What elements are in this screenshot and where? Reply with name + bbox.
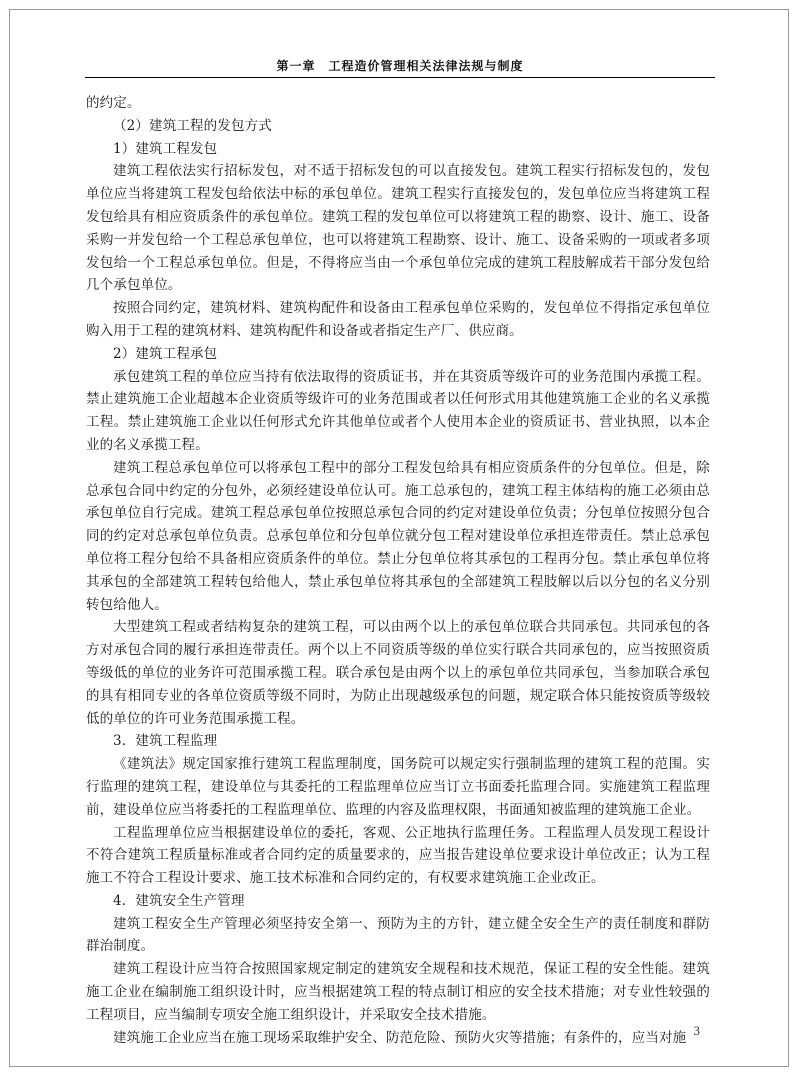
paragraph: 建筑工程安全生产管理必须坚持安全第一、预防为主的方针，建立健全安全生产的责任制度和群防群治制度。 — [86, 915, 710, 955]
paragraph: 工程监理单位应当根据建设单位的委托，客观、公正地执行监理任务。工程监理人员发现工程设计不符合建筑工程质量标准或者合同约定的质量要求的，应当报告建设单位要求设计单位改正；认为工程施工不符合工程设计要求、施工技术标准和合同约定的，有权要求建筑施工企业改正。 — [86, 824, 710, 887]
subheading-contract-award: 1）建筑工程发包 — [113, 140, 218, 157]
section-heading-safety: 4．建筑安全生产管理 — [113, 892, 245, 909]
paragraph: 建筑工程总承包单位可以将承包工程中的部分工程发包给具有相应资质条件的分包单位。但是，除总承包合同中约定的分包外，必须经建设单位认可。施工总承包的，建筑工程主体结构的施工必须由总承包单位自行完成。建筑工程总承包单位按照总承包合同的约定对建设单位负责；分包单位按照分包合同的约定对总承包单位负责。总承包单位和分包单位就分包工程对建设单位承担连带责任。禁止总承包单位将工程分包给不具备相应资质条件的单位。禁止分包单位将其承包的工程再分包。禁止承包单位将其承包的全部建筑工程转包给他人，禁止承包单位将其承包的全部建筑工程肢解以后以分包的名义分别转包给他人。 — [86, 459, 710, 613]
paragraph: 建筑施工企业应当在施工现场采取维护安全、防范危险、预防火灾等措施；有条件的，应当对施 — [113, 1029, 687, 1046]
section-heading-contracting-methods: （2）建筑工程的发包方式 — [113, 117, 272, 134]
running-header: 第一章 工程造价管理相关法律法规与制度 — [85, 55, 715, 78]
paragraph: 建筑工程依法实行招标发包，对不适于招标发包的可以直接发包。建筑工程实行招标发包的，发包单位应当将建筑工程发包给依法中标的承包单位。建筑工程实行直接发包的，发包单位应当将建筑工程发包给具有相应资质条件的承包单位。建筑工程的发包单位可以将建筑工程的勘察、设计、施工、设备采购一并发包给一个工程总承包单位，也可以将建筑工程勘察、设计、施工、设备采购的一项或者多项发包给一个工程总承包单位。但是，不得将应当由一个承包单位完成的建筑工程肢解成若干部分发包给几个承包单位。 — [86, 163, 710, 294]
section-heading-supervision: 3．建筑工程监理 — [113, 733, 218, 750]
paragraph-continuation: 的约定。 — [86, 95, 141, 111]
body-text — [86, 92, 710, 1049]
subheading-contracting: 2）建筑工程承包 — [113, 345, 218, 362]
paragraph: 建筑工程设计应当符合按照国家规定制定的建筑安全规程和技术规范，保证工程的安全性能。建筑施工企业在编制施工组织设计时，应当根据建筑工程的特点制订相应的安全技术措施；对专业性较强的工程项目，应当编制专项安全施工组织设计，并采取安全技术措施。 — [86, 961, 710, 1023]
page-number: 3 — [693, 1023, 700, 1038]
paragraph: 按照合同约定，建筑材料、建筑构配件和设备由工程承包单位采购的，发包单位不得指定承包单位购入用于工程的建筑材料、建筑构配件和设备或者指定生产厂、供应商。 — [86, 300, 710, 339]
paragraph: 大型建筑工程或者结构复杂的建筑工程，可以由两个以上的承包单位联合共同承包。共同承包的各方对承包合同的履行承担连带责任。两个以上不同资质等级的单位实行联合共同承包的，应当按照资质等级低的单位的业务许可范围承揽工程。联合承包是由两个以上的承包单位共同承包，当参加联合承包的具有相同专业的各单位资质等级不同时，为防止出现越级承包的问题，规定联合体只能按资质等级较低的单位的许可业务范围承揽工程。 — [86, 619, 710, 727]
paragraph: 承包建筑工程的单位应当持有依法取得的资质证书，并在其资质等级许可的业务范围内承揽工程。禁止建筑施工企业超越本企业资质等级许可的业务范围或者以任何形式用其他建筑施工企业的名义承揽工程。禁止建筑施工企业以任何形式允许其他单位或者个人使用本企业的资质证书、营业执照，以本企业的名义承揽工程。 — [86, 368, 710, 453]
paragraph: 《建筑法》规定国家推行建筑工程监理制度，国务院可以规定实行强制监理的建筑工程的范围。实行监理的建筑工程，建设单位与其委托的工程监理单位应当订立书面委托监理合同。实施建筑工程监理前，建设单位应当将委托的工程监理单位、监理的内容及监理权限，书面通知被监理的建筑施工企业。 — [86, 756, 710, 818]
